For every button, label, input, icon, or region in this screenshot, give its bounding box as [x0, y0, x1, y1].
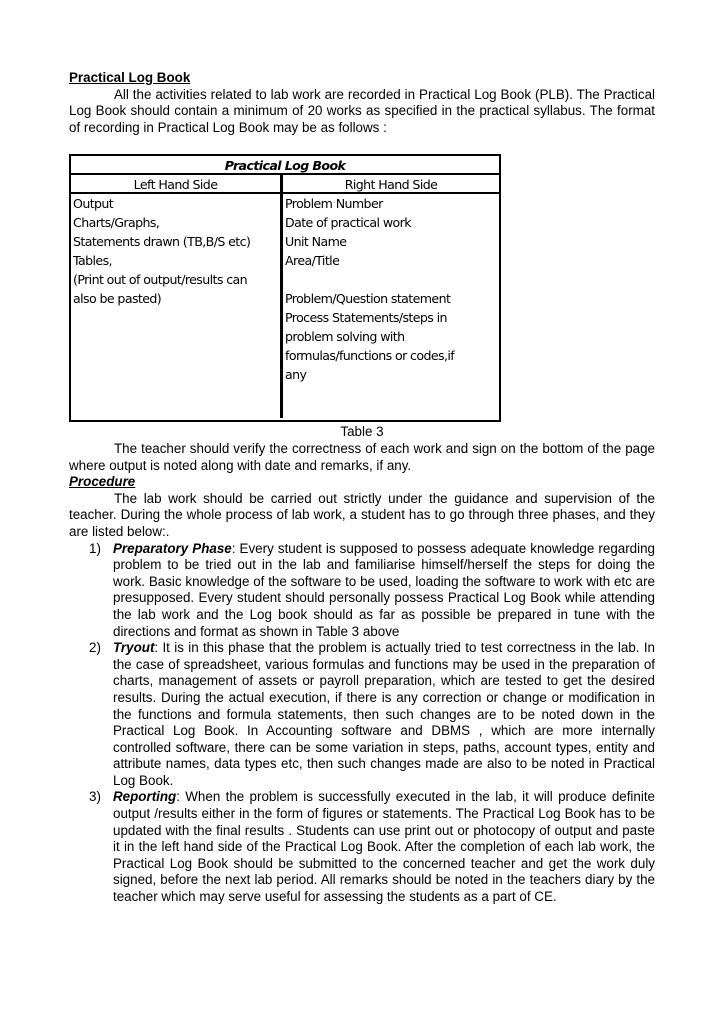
phase-item-tryout	[69, 640, 655, 789]
phase-text: : When the problem is successfully executed in the lab, it will produce definite output /results either in the form of figures or statements. The Practical Log Book has to be updated with the final results . Students can use print out or photocopy of output and paste it in the left hand side of the Practical Log Book. After the completion of each lab work, the Practical Log Book should be submitted to the concerned teacher and get the work duly signed, before the next lab period. All remarks should be noted in the teachers diary by the teacher which may serve useful for assessing the students as a part of CE.	[113, 789, 655, 905]
table-body-row	[71, 194, 499, 418]
right-cell-line: Unit Name	[285, 234, 347, 249]
phase-item-reporting	[69, 789, 655, 905]
right-cell-line: any	[285, 367, 307, 382]
page-heading: Practical Log Book	[69, 70, 191, 85]
phase-term: Preparatory Phase	[113, 540, 232, 556]
procedure-heading: Procedure	[69, 474, 136, 490]
right-cell-line: problem solving with	[285, 329, 405, 344]
phase-text: : It is in this phase that the problem is actually tried to test correctness in the lab. In the case of spreadsheet, various formulas and functions may be used in the preparation of charts, management of assets or payroll preparation, which are tested to get the desired results. During the actual execution, if there is any correction or change or modification in the functions and formula statements, then such changes are to be noted down in the Practical Log Book. In Accounting software and DBMS , which are more internally controlled software, there can be some variation in steps, paths, account types, entity and attribute names, data types etc, then such changes made are also to be noted in Practical Log Book.	[113, 640, 655, 788]
table-header-row	[71, 175, 499, 194]
phase-term: Reporting	[113, 789, 177, 805]
phase-item-preparatory	[69, 541, 655, 641]
right-cell-line	[285, 270, 499, 289]
phase-list	[69, 541, 655, 906]
right-cell-line: Process Statements/steps in	[285, 310, 447, 325]
left-cell-line: also be pasted)	[73, 291, 162, 306]
right-cell-line: Area/Title	[285, 253, 340, 268]
procedure-section	[69, 441, 655, 906]
left-cell-line: Output	[73, 196, 114, 211]
left-cell-line: Statements drawn (TB,B/S etc)	[73, 234, 251, 249]
left-cell-line: (Print out of output/results can	[73, 272, 248, 287]
left-hand-side-header: Left Hand Side	[71, 175, 283, 192]
table-caption: Table 3	[340, 424, 384, 439]
right-cell-line: formulas/functions or codes,if	[285, 348, 455, 363]
phase-number: 1)	[89, 540, 101, 556]
phase-term: Tryout	[113, 640, 155, 656]
verify-paragraph: The teacher should verify the correctness of each work and sign on the bottom of the page where output is noted along with date and remarks, if any.	[69, 441, 655, 473]
left-hand-side-cell	[71, 194, 283, 418]
table-title: Practical Log Book	[71, 156, 499, 175]
right-cell-line: Problem/Question statement	[285, 291, 451, 306]
right-hand-side-cell	[283, 194, 499, 418]
intro-paragraph: All the activities related to lab work are recorded in Practical Log Book (PLB). The Practical Log Book should contain a minimum of 20 works as specified in the practical syllabus. The format of recording in Practical Log Book may be as follows :	[69, 86, 655, 135]
left-cell-line: Charts/Graphs,	[73, 215, 160, 230]
phase-text: : Every student is supposed to possess adequate knowledge regarding problem to be tried out in the lab and familiarise himself/herself the steps for doing the work. Basic knowledge of the software to be used, loading the software to work with etc are presupposed. Every student should personally possess Practical Log Book while attending the lab work and the Log book should as far as possible be prepared in tune with the directions and format as shown in Table 3 above	[113, 540, 655, 639]
right-cell-line: Date of practical work	[285, 215, 411, 230]
right-cell-line: Problem Number	[285, 196, 383, 211]
intro-section	[69, 70, 655, 136]
practical-log-book-table	[69, 154, 501, 422]
left-cell-line: Tables,	[73, 253, 112, 268]
phase-number: 3)	[89, 789, 101, 805]
procedure-intro: The lab work should be carried out strictly under the guidance and supervision of the teacher. During the whole process of lab work, a student has to go through three phases, and they are listed below:.	[69, 490, 655, 539]
phase-number: 2)	[89, 640, 101, 656]
right-hand-side-header: Right Hand Side	[344, 177, 438, 192]
